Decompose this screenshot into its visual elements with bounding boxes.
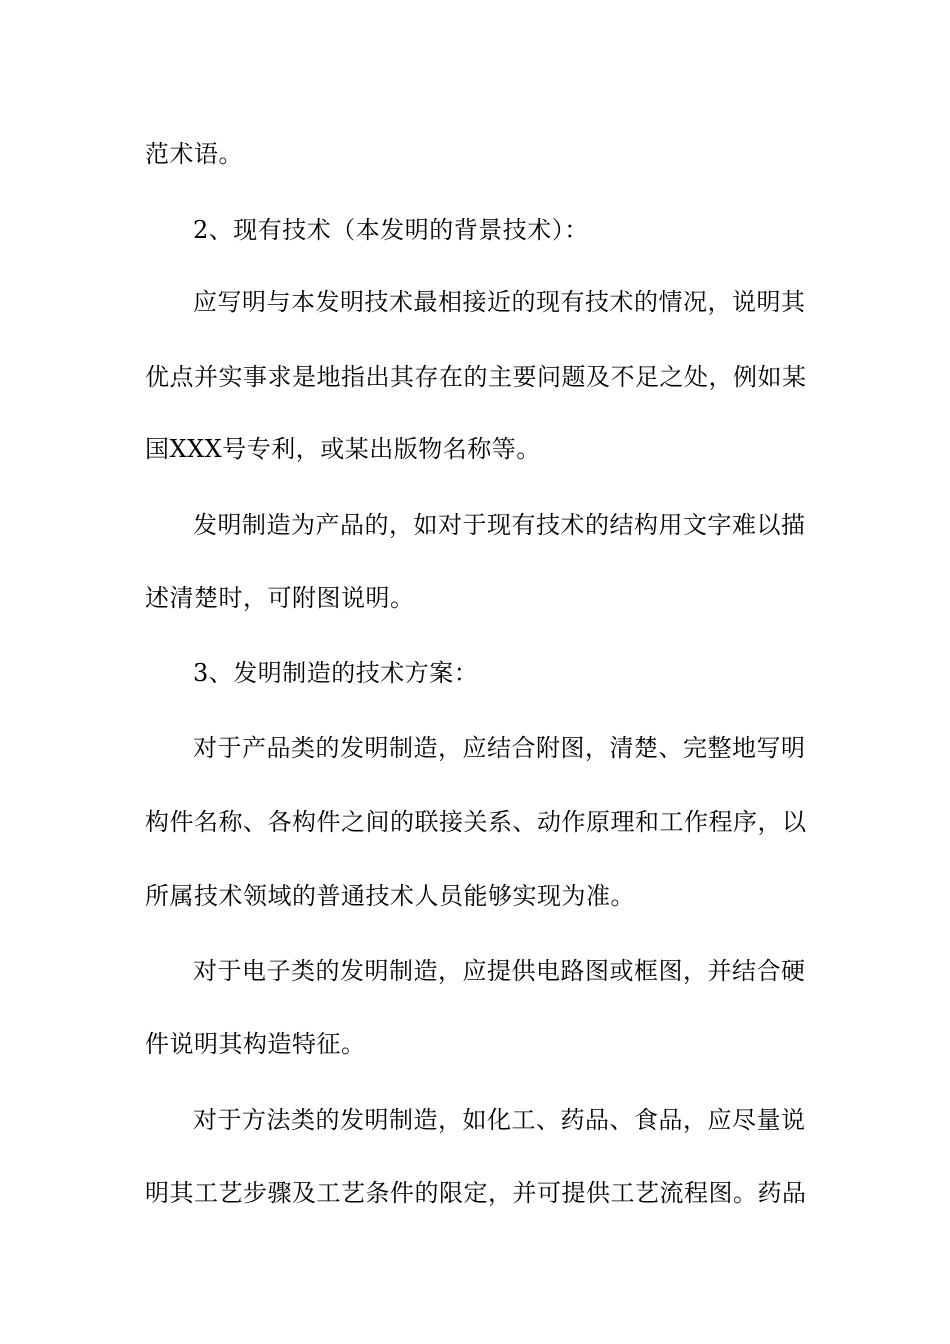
text-line-9: 对于产品类的发明制造，应结合附图，清楚、完整地写明 (193, 734, 806, 762)
text-line-14: 对于方法类的发明制造，如化工、药品、食品，应尽量说 (193, 1106, 806, 1134)
text-line-15: 明其工艺步骤及工艺条件的限定，并可提供工艺流程图。药品 (145, 1179, 807, 1207)
text-line-10: 构件名称、各构件之间的联接关系、动作原理和工作程序，以 (145, 808, 807, 836)
text-line-4: 优点并实事求是地指出其存在的主要问题及不足之处，例如某 (145, 363, 807, 391)
text-line-6: 发明制造为产品的，如对于现有技术的结构用文字难以描 (193, 511, 806, 539)
text-line-11: 所属技术领域的普通技术人员能够实现为准。 (145, 882, 635, 910)
text-line-13: 件说明其构造特征。 (145, 1030, 366, 1058)
text-line-3: 应写明与本发明技术最相接近的现有技术的情况，说明其 (193, 288, 806, 316)
section-heading-2: 2、现有技术（本发明的背景技术）： (193, 216, 589, 244)
text-line-1: 范术语。 (145, 140, 243, 168)
section-heading-3: 3、发明制造的技术方案： (193, 659, 479, 687)
text-line-12: 对于电子类的发明制造，应提供电路图或框图，并结合硬 (193, 957, 806, 985)
text-line-5: 国XXX号专利，或某出版物名称等。 (145, 435, 541, 463)
text-line-7: 述清楚时，可附图说明。 (145, 584, 415, 612)
